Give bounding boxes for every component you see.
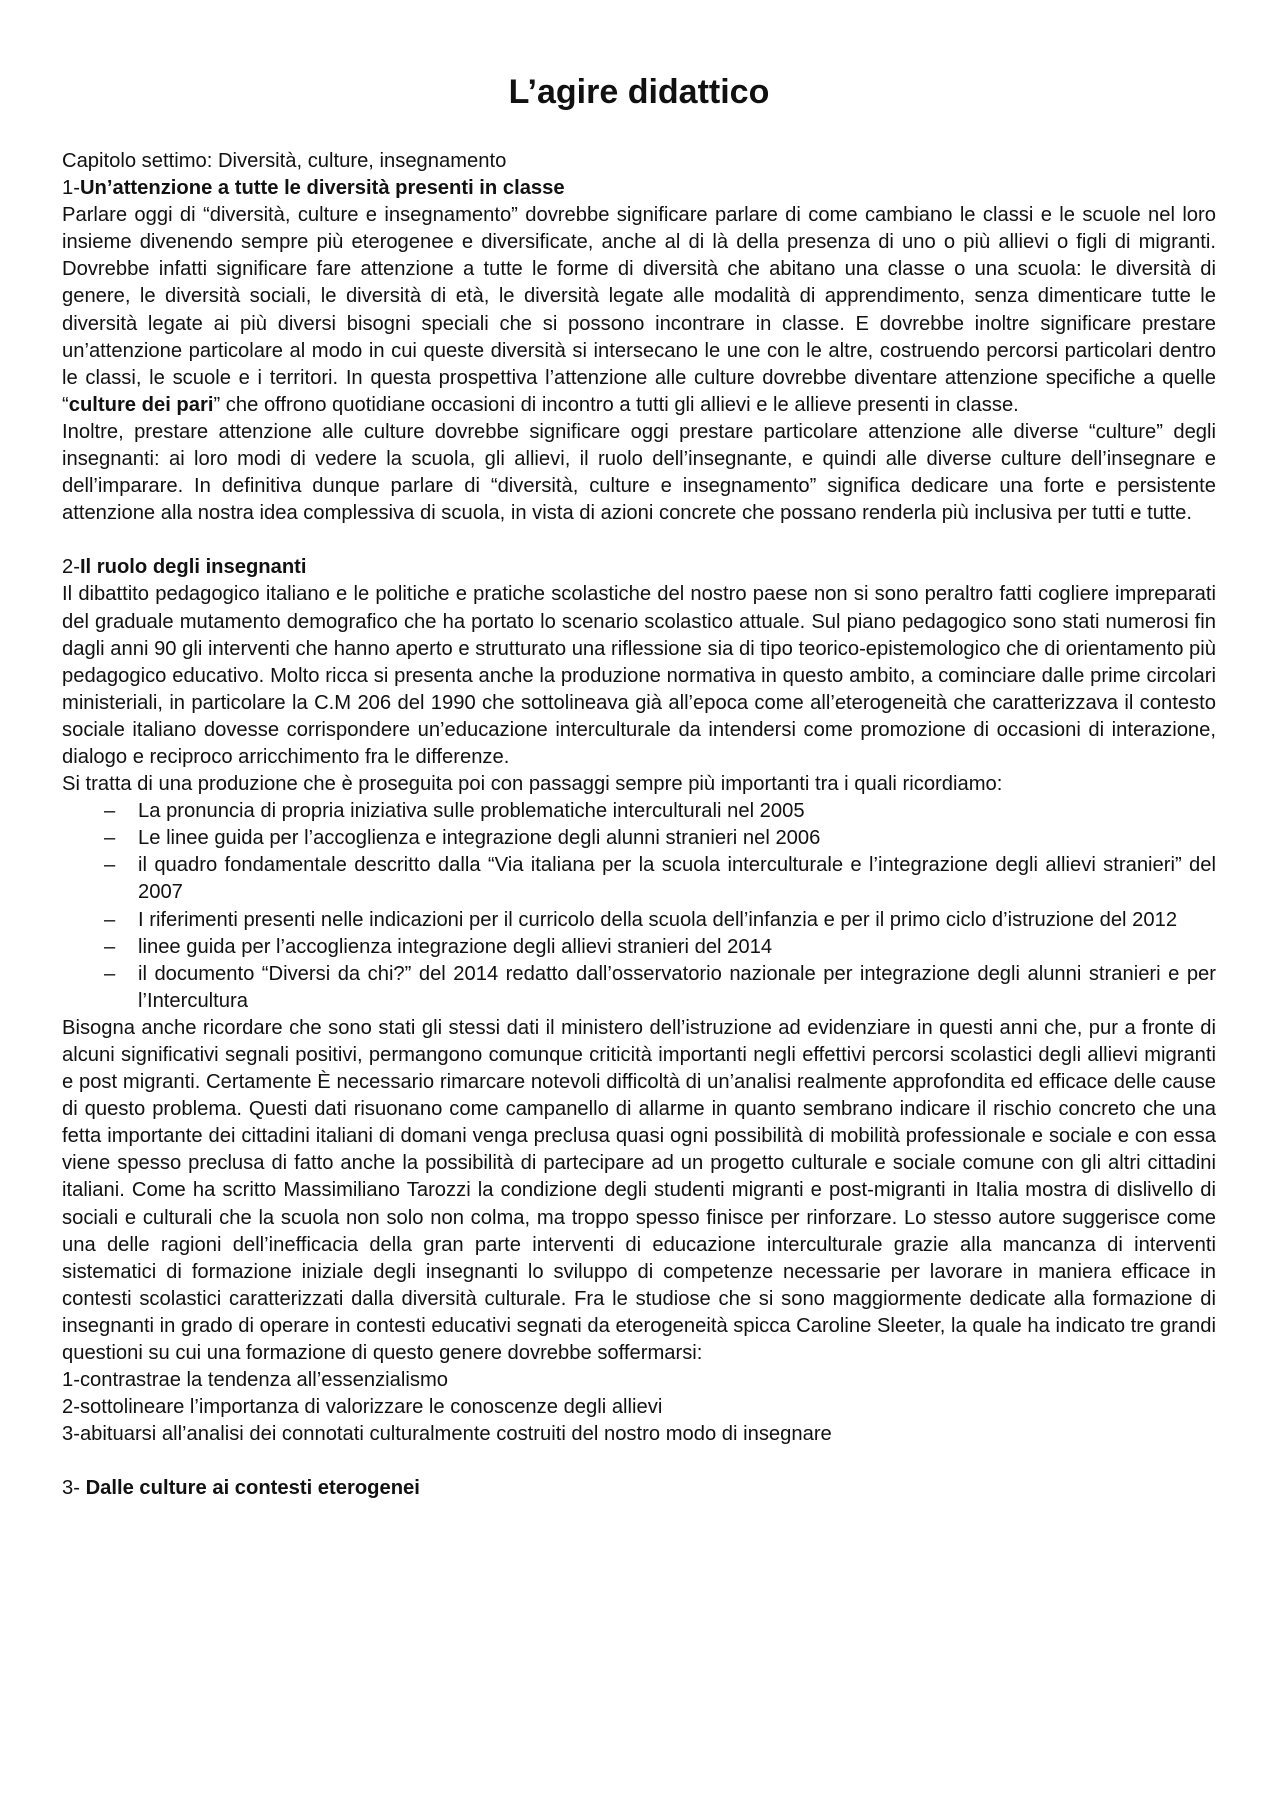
section-3-title: Dalle culture ai contesti eterogenei (85, 1477, 420, 1500)
section-2-paragraph-2: Si tratta di una produzione che è proseguita poi con passaggi sempre più importanti tra i quali ricordiamo: (62, 773, 1003, 796)
dash-list (62, 798, 1216, 1015)
blank-line (62, 527, 1216, 554)
list-item: – La pronuncia di propria iniziativa sulle problematiche interculturali nel 2005 (62, 798, 1216, 825)
section-2-title: Il ruolo degli insegnanti (79, 556, 307, 579)
section-1-heading (62, 175, 1216, 202)
section-2-number: 2- (62, 556, 80, 579)
document-title: L’agire didattico (508, 73, 770, 111)
paragraph-text: ” che offrono quotidiane occasioni di incontro a tutti gli allievi e le allieve presenti in classe. (213, 393, 1019, 416)
section-3-number: 3- (62, 1477, 86, 1500)
section-1-paragraph-2: Inoltre, prestare attenzione alle culture dovrebbe significare oggi prestare particolare attenzione alle diverse “culture” degli insegnanti: ai loro modi di vedere la scuola, gli allievi, il ruolo dell’insegnante, e quindi alle diverse culture dell’insegnare e dell’imparare. In definitiva dunque parlare di “diversità, culture e insegnamento” significa dedicare una forte e persistente attenzione alla nostra idea complessiva di scuola, in vista di azioni concrete che possano renderla più inclusiva per tutti e tutte. (62, 420, 1216, 525)
blank-line (62, 1448, 1216, 1475)
section-2-heading (62, 554, 1216, 581)
numbered-point-1: 1-contrastrae la tendenza all’essenzialismo (62, 1369, 449, 1392)
list-item: – Le linee guida per l’accoglienza e integrazione degli alunni stranieri nel 2006 (62, 825, 1216, 852)
section-1-number: 1- (62, 177, 80, 200)
section-1-paragraph-1 (62, 202, 1216, 419)
section-2-paragraph-1: Il dibattito pedagogico italiano e le politiche e pratiche scolastiche del nostro paese non si sono peraltro fatti cogliere impreparati del graduale mutamento demografico che ha portato lo scenario scolastico attuale. Sul piano pedagogico sono stati numerosi fin dagli anni 90 gli interventi che hanno aperto e strutturato una riflessione sia di tipo teorico-epistemologico che di orientamento più pedagogico educativo. Molto ricca si presenta anche la produzione normativa in questo ambito, a cominciare dalle prime circolari ministeriali, in particolare la C.M 206 del 1990 che sottolineava già all’epoca come all’eterogeneità che caratterizzava il contesto sociale italiano dovesse corrispondere un’educazione interculturale da intendersi come promozione di occasioni di interazione, dialogo e reciproco arricchimento fra le differenze. (62, 583, 1216, 768)
list-item: – il quadro fondamentale descritto dalla “Via italiana per la scuola interculturale e l’integrazione degli allievi stranieri” del 2007 (62, 852, 1216, 906)
numbered-point-3: 3-abituarsi all’analisi dei connotati culturalmente costruiti del nostro modo di insegnare (62, 1423, 832, 1446)
bold-phrase: culture dei pari (68, 393, 214, 416)
chapter-line: Capitolo settimo: Diversità, culture, insegnamento (62, 150, 507, 172)
paragraph-text: Parlare oggi di “diversità, culture e insegnamento” dovrebbe significare parlare di come cambiano le classi e le scuole nel loro insieme divenendo sempre più eterogenee e diversificate, anche al di là della presenza di uno o più allievi o figli di migranti. Dovrebbe infatti significare fare attenzione a tutte le forme di diversità che abitano una classe o una scuola: le diversità di genere, le diversità sociali, le diversità di età, le diversità legate alle modalità di apprendimento, senza dimenticare tutte le diversità legate ai più diversi bisogni speciali che si possono incontrare in classe. E dovrebbe inoltre significare prestare un’attenzione particolare al modo in cui queste diversità si intersecano le une con le altre, costruendo percorsi particolari dentro le classi, le scuole e i territori. In questa prospettiva l’attenzione alle culture dovrebbe diventare attenzione specifiche a quelle “ (62, 204, 1216, 416)
section-1-title: Un’attenzione a tutte le diversità presenti in classe (79, 177, 565, 200)
document-page (62, 72, 1216, 1503)
numbered-point-2: 2-sottolineare l’importanza di valorizzare le conoscenze degli allievi (62, 1396, 663, 1419)
section-3-heading (62, 1475, 1216, 1502)
list-item: – I riferimenti presenti nelle indicazioni per il curricolo della scuola dell’infanzia e per il primo ciclo d’istruzione del 2012 (62, 907, 1216, 934)
list-item: – il documento “Diversi da chi?” del 2014 redatto dall’osservatorio nazionale per integrazione degli alunni stranieri e per l’Intercultura (62, 961, 1216, 1015)
list-item: – linee guida per l’accoglienza integrazione degli allievi stranieri del 2014 (62, 934, 1216, 961)
section-2-paragraph-3: Bisogna anche ricordare che sono stati gli stessi dati il ministero dell’istruzione ad evidenziare in questi anni che, pur a fronte di alcuni significativi segnali positivi, permangono comunque criticità importanti negli effettivi percorsi scolastici degli allievi migranti e post migranti. Certamente È necessario rimarcare notevoli difficoltà di un’analisi realmente approfondita ed efficace delle cause di questo problema. Questi dati risuonano come campanello di allarme in quanto sembrano indicare il rischio concreto che una fetta importante dei cittadini italiani di domani venga preclusa quasi ogni possibilità di mobilità professionale e sociale e con essa viene spesso preclusa di fatto anche la possibilità di partecipare ad un progetto culturale e sociale comune con gli altri cittadini italiani. Come ha scritto Massimiliano Tarozzi la condizione degli studenti migranti e post-migranti in Italia mostra di dislivello di sociali e culturali che la scuola non solo non colma, ma troppo spesso finisce per rinforzare. Lo stesso autore suggerisce come una delle ragioni dell’inefficacia della gran parte interventi di educazione interculturale grazie alla mancanza di interventi sistematici di formazione iniziale degli insegnanti lo sviluppo di competenze necessarie per lavorare in maniera efficace in contesti scolastici caratterizzati dalla diversità culturale. Fra le studiose che si sono maggiormente dedicate alla formazione di insegnanti in grado di operare in contesti educativi segnati da eterogeneità spicca Caroline Sleeter, la quale ha indicato tre grandi questioni su cui una formazione di questo genere dovrebbe soffermarsi: (62, 1016, 1216, 1365)
